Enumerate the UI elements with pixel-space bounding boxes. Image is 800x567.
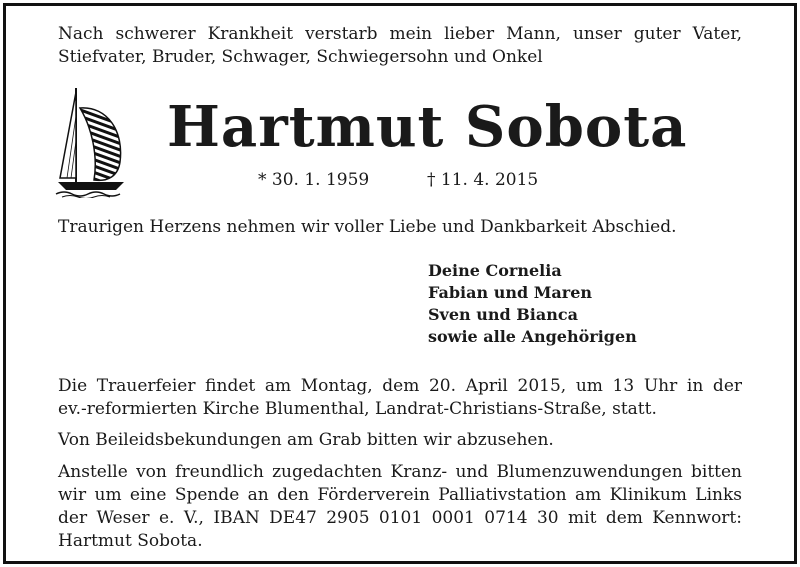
- intro-line: Stiefvater, Bruder, Schwager, Schwiegersohn und Onkel: [58, 47, 543, 67]
- paragraph-line: der Weser e. V., IBAN DE47 2905 0101 0001 0714 30 mit dem Kennwort:: [58, 508, 742, 528]
- paragraph-line: wir um eine Spende an den Förderverein Palliativstation am Klinikum Links: [58, 485, 742, 505]
- deceased-name: Hartmut Sobota: [167, 94, 688, 160]
- signer-name: Deine Cornelia: [428, 261, 562, 280]
- intro-line: Nach schwerer Krankheit verstarb mein lieber Mann, unser guter Vater,: [58, 24, 742, 44]
- farewell-text: Traurigen Herzens nehmen wir voller Liebe und Dankbarkeit Abschied.: [58, 217, 677, 237]
- signer-name: Fabian und Maren: [428, 283, 593, 302]
- donation-paragraph: [58, 461, 742, 553]
- birth-date: * 30. 1. 1959: [258, 170, 370, 190]
- paragraph-line: Die Trauerfeier findet am Montag, dem 20. April 2015, um 13 Uhr in der: [58, 376, 742, 396]
- paragraph-line: Hartmut Sobota.: [58, 531, 203, 551]
- funeral-paragraph: [58, 375, 742, 421]
- sailboat-icon: [54, 86, 126, 198]
- condolence-paragraph: Von Beileidsbekundungen am Grab bitten wir abzusehen.: [58, 430, 554, 450]
- paragraph-line: Anstelle von freundlich zugedachten Kranz- und Blumenzuwendungen bitten: [58, 462, 742, 482]
- paragraph-line: ev.-reformierten Kirche Blumenthal, Landrat-Christians-Straße, statt.: [58, 399, 657, 419]
- signer-name: sowie alle Angehörigen: [428, 327, 637, 346]
- death-date: † 11. 4. 2015: [427, 170, 539, 190]
- signer-name: Sven und Bianca: [428, 305, 578, 324]
- intro-text: [58, 23, 742, 69]
- signers-list: [428, 260, 637, 348]
